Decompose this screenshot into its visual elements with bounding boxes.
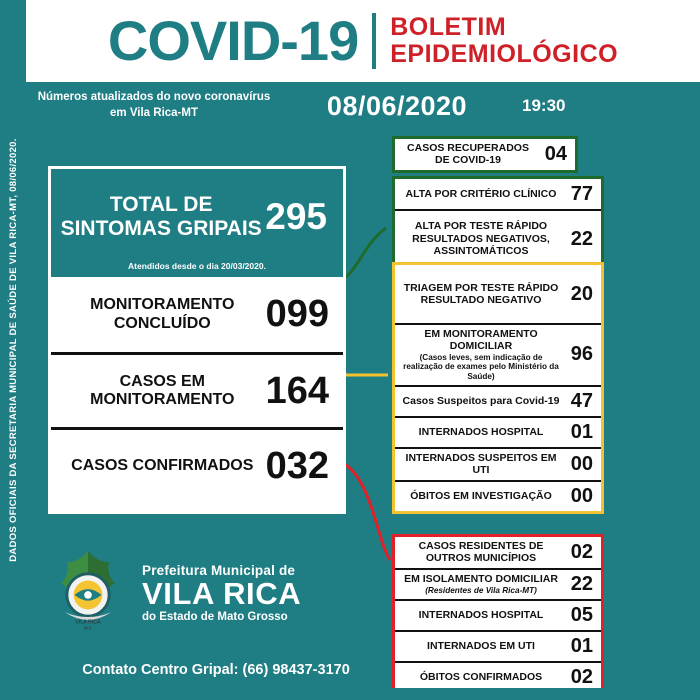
row-label: INTERNADOS HOSPITAL [418, 426, 544, 439]
table-row [395, 537, 601, 568]
table-row [395, 179, 601, 209]
report-date: 08/06/2020 [326, 90, 468, 121]
confirmed-cases-box [392, 534, 604, 695]
monitoring-box [392, 262, 604, 514]
row-label-main: EM ISOLAMENTO DOMICILIAR [404, 573, 558, 586]
svg-text:M.T.: M.T. [83, 625, 93, 631]
header-infoband [26, 82, 700, 130]
row-value: 05 [570, 603, 593, 626]
totals-card [48, 166, 346, 514]
table-row [395, 323, 601, 385]
row-label: ALTA POR CRITÉRIO CLÍNICO [405, 187, 557, 200]
totals-row-value: 164 [265, 369, 329, 412]
row-value: 22 [570, 227, 593, 250]
totals-row-label: CASOS EM MONITORAMENTO [90, 372, 235, 408]
row-label: ÓBITOS CONFIRMADOS [419, 671, 543, 684]
bulletin-line-2: EPIDEMIOLÓGICO [390, 40, 619, 68]
bottom-strip [0, 688, 700, 700]
totals-since-note: Atendidos desde o dia 20/03/2020. [51, 261, 343, 277]
totals-row-value: 099 [265, 293, 329, 335]
footer-branding [40, 528, 380, 658]
totals-row-label: MONITORAMENTO CONCLUÍDO [90, 296, 235, 332]
header-subtitle: Números atualizados do novo coronavírus em Vila Rica-MT [37, 91, 271, 119]
row-value: 01 [570, 420, 593, 443]
row-value: 47 [570, 389, 593, 412]
row-label-note: (Casos leves, sem indicação de realização de exames pelo Ministério da Saúde) [403, 352, 559, 382]
row-label [399, 328, 563, 382]
row-label: INTERNADOS SUSPEITOS EM UTI [405, 451, 557, 477]
row-value: 04 [544, 142, 567, 165]
row-value: 00 [570, 484, 593, 507]
totals-row [51, 427, 343, 502]
row-value: 77 [570, 182, 593, 205]
table-row [395, 630, 601, 661]
totals-header [51, 169, 343, 261]
side-strip-label: DADOS OFICIAIS DA SECRETARIA MUNICIPAL DE SAÚDE DE VILA RICA-MT, 08/06/2020. [7, 138, 19, 562]
totals-row-label: CASOS CONFIRMADOS [71, 456, 254, 474]
row-label: CASOS RESIDENTES DE OUTROS MUNICÍPIOS [418, 540, 544, 565]
row-label: INTERNADOS HOSPITAL [418, 609, 544, 622]
table-row [395, 568, 601, 599]
coat-of-arms-icon [40, 545, 136, 641]
row-value: 02 [570, 665, 593, 688]
totals-row [51, 352, 343, 427]
prefeitura-line-1: Prefeitura Municipal de [142, 563, 296, 579]
page-title: COVID-19 [107, 9, 359, 72]
header-banner [26, 0, 700, 82]
row-label-main: EM MONITORAMENTO DOMICILIAR [424, 328, 538, 353]
row-value: 00 [570, 452, 593, 475]
row-value: 01 [570, 634, 593, 657]
row-value: 02 [570, 540, 593, 563]
row-label: ÓBITOS EM INVESTIGAÇÃO [410, 489, 552, 502]
bulletin-line-1: BOLETIM [390, 12, 507, 41]
row-value: 20 [570, 282, 593, 305]
recovered-box [392, 136, 578, 173]
table-row [395, 139, 575, 170]
row-label [399, 573, 563, 595]
prefeitura-text [136, 563, 301, 623]
table-row [395, 265, 601, 323]
totals-header-value: 295 [265, 196, 327, 237]
svg-text:VILA RICA: VILA RICA [75, 619, 101, 626]
totals-row [51, 277, 343, 352]
contact-info: Contato Centro Gripal: (66) 98437-3170 [82, 662, 350, 678]
prefeitura-line-3: do Estado de Mato Grosso [142, 610, 288, 623]
row-label: Casos Suspeitos para Covid-19 [402, 395, 560, 408]
row-label-note: (Residentes de Vila Rica-MT) [425, 585, 537, 595]
report-time: 19:30 [522, 96, 566, 115]
table-row [395, 480, 601, 511]
prefeitura-line-2: VILA RICA [142, 576, 302, 612]
header-inner [107, 9, 619, 72]
side-strip [0, 0, 26, 700]
table-row [395, 385, 601, 416]
table-row [395, 209, 601, 267]
row-value: 22 [570, 572, 593, 595]
row-label: CASOS RECUPERADOS DE COVID-19 [407, 142, 529, 167]
row-label: INTERNADOS EM UTI [427, 640, 535, 653]
discharge-box [392, 176, 604, 270]
title-divider [372, 13, 376, 69]
bulletin-subtitle [390, 14, 618, 69]
totals-row-value: 032 [265, 444, 329, 487]
row-label: TRIAGEM POR TESTE RÁPIDO RESULTADO NEGATIVO [403, 281, 559, 306]
table-row [395, 599, 601, 630]
row-value: 96 [570, 343, 593, 366]
row-label: ALTA POR TESTE RÁPIDO RESULTADOS NEGATIVOS, ASSINTOMÁTICOS [412, 220, 550, 258]
table-row [395, 416, 601, 447]
table-row [395, 447, 601, 480]
totals-header-label: TOTAL DE SINTOMAS GRIPAIS [60, 193, 262, 240]
